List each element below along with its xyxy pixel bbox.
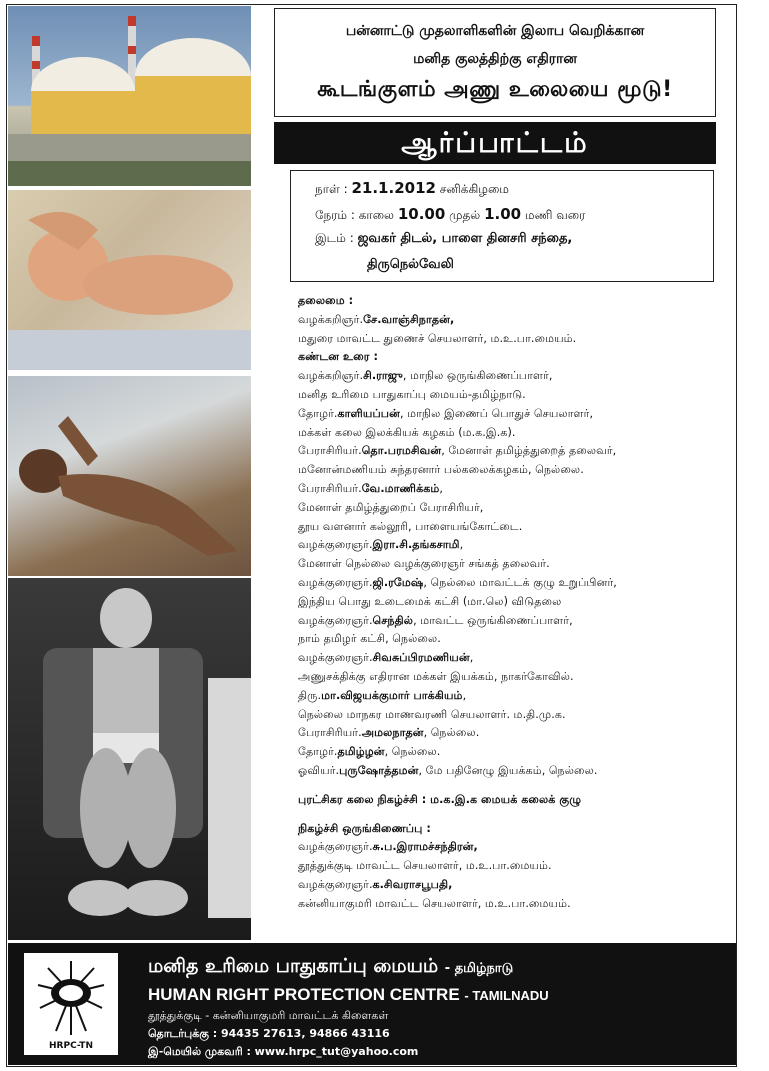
date-row: [315, 179, 509, 198]
org-english-suffix: - TAMILNADU: [464, 988, 549, 1003]
branches: தூத்துக்குடி - கன்னியாகுமரி மாவட்டக் கிளைகள்: [148, 1009, 389, 1022]
speaker-line: [298, 442, 728, 461]
place-row: [315, 231, 572, 247]
speaker-detail: , மாநில ஒருங்கிணைப்பாளர்,: [402, 369, 553, 383]
speaker-detail: , நெல்லை.: [384, 745, 441, 759]
speaker-prefix: பேராசிரியர்.: [298, 444, 362, 458]
speaker-line: [298, 593, 728, 612]
org-english: HUMAN RIGHT PROTECTION CENTRE: [148, 985, 460, 1004]
org-tamil: மனித உரிமை பாதுகாப்பு மையம்: [148, 955, 439, 977]
speaker-name: இரா.சி.தங்கசாமி: [372, 538, 460, 552]
event-info-box: [290, 170, 714, 282]
child-in-chair-photo: [8, 578, 251, 940]
hrpc-logo: [24, 953, 118, 1055]
speaker-name: புருஷோத்தமன்: [339, 763, 419, 777]
sick-child-photo: [8, 376, 251, 576]
time-row: [315, 205, 585, 224]
speaker-prefix: தோழர்.: [298, 406, 338, 420]
speaker-line: [298, 386, 728, 405]
coord-1-prefix: வழக்குரைஞர்.: [298, 840, 373, 854]
program-list: [298, 292, 728, 914]
speaker-name: ஜி.ரமேஷ்: [372, 575, 424, 589]
speaker-detail: மனித உரிமை பாதுகாப்பு மையம்-தமிழ்நாடு.: [298, 387, 526, 401]
speaker-line: [298, 555, 728, 574]
speaker-detail: ,: [469, 651, 474, 665]
speaker-line: [298, 706, 728, 725]
sick-infant-photo: [8, 190, 251, 370]
email-address: இ-மெயில் முகவரி : www.hrpc_tut@yahoo.com: [148, 1045, 419, 1058]
speaker-line: [298, 480, 728, 499]
speaker-name: செந்தில்: [372, 613, 414, 627]
speaker-line: [298, 461, 728, 480]
speaker-detail: , மாநில இணைப் பொதுச் செயலாளர்,: [399, 406, 594, 420]
speaker-detail: , நெல்லை மாவட்டக் குழு உறுப்பினர்,: [423, 575, 617, 589]
org-tamil-suffix: - தமிழ்நாடு: [444, 961, 514, 976]
speaker-name: அமலநாதன்: [361, 726, 424, 740]
speaker-line: [298, 499, 728, 518]
speaker-prefix: பேராசிரியர்.: [298, 726, 362, 740]
coord-2-line: [298, 876, 728, 895]
speaker-prefix: ஓவியர்.: [298, 763, 340, 777]
coord-heading: நிகழ்ச்சி ஒருங்கிணைப்பு :: [298, 821, 431, 835]
speaker-detail: அணுசக்திக்கு எதிரான மக்கள் இயக்கம், நாகர்கோவில்.: [298, 669, 574, 683]
speaker-detail: மேனாள் தமிழ்த்துறைப் பேராசிரியர்,: [298, 500, 484, 514]
speaker-line: [298, 367, 728, 386]
speaker-line: [298, 405, 728, 424]
protest-banner: ஆர்ப்பாட்டம்: [274, 122, 716, 164]
footer-bar: [8, 943, 736, 1065]
chair-line-2: மதுரை மாவட்ட துணைச் செயலாளர், ம.உ.பா.மையம்.: [298, 331, 577, 345]
speaker-line: [298, 518, 728, 537]
headline-line-1: பன்னாட்டு முதலாளிகளின் இலாப வெறிக்கான: [345, 23, 645, 39]
speaker-prefix: பேராசிரியர்.: [298, 481, 362, 495]
speaker-detail: ,: [439, 481, 443, 495]
speaker-list: [298, 367, 728, 781]
speaker-name: சி.ராஜு: [363, 369, 403, 383]
headline-line-2: மனித குலத்திற்கு எதிரான: [413, 51, 577, 67]
speaker-detail: , மேனாள் தமிழ்த்துறைத் தலைவர்,: [441, 444, 617, 458]
date-value: 21.1.2012: [351, 179, 436, 197]
coord-2-name: க.சிவராசபூபதி,: [372, 877, 453, 891]
date-day: சனிக்கிழமை: [439, 182, 509, 196]
date-label: நாள் :: [315, 182, 348, 196]
speaker-name: மா.விஜயக்குமார் பாக்கியம்: [321, 688, 463, 702]
speaker-prefix: திரு.: [298, 688, 322, 702]
speaker-detail: தூய வளனார் கல்லூரி, பாளையங்கோட்டை.: [298, 519, 523, 533]
speaker-detail: நாம் தமிழர் கட்சி, நெல்லை.: [298, 632, 441, 646]
speaker-line: [298, 668, 728, 687]
coord-1-role: தூத்துக்குடி மாவட்ட செயலாளர், ம.உ.பா.மையம்.: [298, 859, 552, 873]
speaker-line: [298, 724, 728, 743]
speaker-line: [298, 649, 728, 668]
chair-line-1: [298, 311, 728, 330]
speaker-name: வே.மாணிக்கம்: [361, 481, 440, 495]
speaker-prefix: வழக்குரைஞர்.: [298, 613, 373, 627]
speaker-name: தொ.பரமசிவன்: [361, 444, 442, 458]
headline-main: கூடங்குளம் அணு உலையை மூடு!: [317, 77, 673, 102]
coord-2-role: கன்னியாகுமரி மாவட்ட செயலாளர், ம.உ.பா.மையம்.: [298, 896, 571, 910]
chair-prefix: வழக்கறிஞர்.: [298, 312, 364, 326]
speaker-name: காளியப்பன்: [337, 406, 400, 420]
time-mid: முதல்: [449, 208, 481, 222]
coord-2-prefix: வழக்குரைஞர்.: [298, 877, 373, 891]
speaker-line: [298, 574, 728, 593]
speaker-name: தமிழ்ழன்: [337, 745, 385, 759]
headline-box: [274, 8, 716, 117]
speaker-detail: மனோன்மணியம் சுந்தரனார் பல்கலைக்கழகம், நெல்லை.: [298, 463, 584, 477]
chair-name: சே.வாஞ்சிநாதன்,: [363, 312, 455, 326]
speaker-line: [298, 743, 728, 762]
speaker-detail: மேனாள் நெல்லை வழக்குரைஞர் சங்கத் தலைவர்.: [298, 557, 550, 571]
chair-heading: தலைமை :: [298, 294, 354, 307]
culture-line: புரட்சிகர கலை நிகழ்ச்சி : ம.க.இ.க மையக் கலைக் குழு: [298, 792, 582, 806]
speaker-line: [298, 612, 728, 631]
place-line-2: திருநெல்வேலி: [367, 257, 454, 272]
speaker-name: சிவசுப்பிரமணியன்: [372, 651, 470, 665]
speaker-detail: , மாவட்ட ஒருங்கிணைப்பாளர்,: [413, 613, 573, 627]
contact-numbers: தொடர்புக்கு : 94435 27613, 94866 43116: [148, 1027, 390, 1040]
speaker-detail: ,: [462, 688, 467, 702]
place-label: இடம் :: [315, 231, 354, 245]
time-from: 10.00: [397, 205, 446, 223]
speaker-detail: நெல்லை மாநகர மாணவரணி செயலாளர். ம.தி.மு.க.: [298, 707, 566, 721]
speaker-line: [298, 687, 728, 706]
time-to: 1.00: [484, 205, 522, 223]
logo-text: HRPC-TN: [49, 1041, 93, 1051]
speaker-prefix: வழக்குரைஞர்.: [298, 575, 373, 589]
place-line-1: ஜவகர் திடல், பாளை தினசரி சந்தை,: [357, 231, 573, 246]
speaker-prefix: வழக்குரைஞர்.: [298, 538, 373, 552]
nuclear-plant-photo: [8, 6, 251, 186]
coord-1-line: [298, 838, 728, 857]
speaker-line: [298, 630, 728, 649]
time-label: நேரம் : காலை: [315, 208, 395, 222]
speaker-prefix: வழக்கறிஞர்.: [298, 369, 364, 383]
org-name-english: [148, 985, 549, 1005]
speaker-line: [298, 424, 728, 443]
org-name-tamil: [148, 955, 513, 980]
coord-1-name: சு.ப.இராமச்சந்திரன்,: [372, 840, 478, 854]
speaker-line: [298, 762, 728, 781]
speaker-detail: ,: [459, 538, 464, 552]
time-end: மணி வரை: [524, 208, 586, 222]
speaker-prefix: வழக்குரைஞர்.: [298, 651, 373, 665]
speaker-prefix: தோழர்.: [298, 745, 338, 759]
speech-heading: கண்டன உரை :: [298, 350, 378, 364]
speaker-detail: மக்கள் கலை இலக்கியக் கழகம் (ம.க.இ.க).: [298, 425, 516, 439]
speaker-detail: , மே பதினேழு இயக்கம், நெல்லை.: [418, 763, 598, 777]
speaker-detail: , நெல்லை.: [423, 726, 480, 740]
speaker-line: [298, 536, 728, 555]
speaker-detail: இந்திய பொது உடைமைக் கட்சி (மா.லெ) விடுதலை: [298, 594, 562, 608]
